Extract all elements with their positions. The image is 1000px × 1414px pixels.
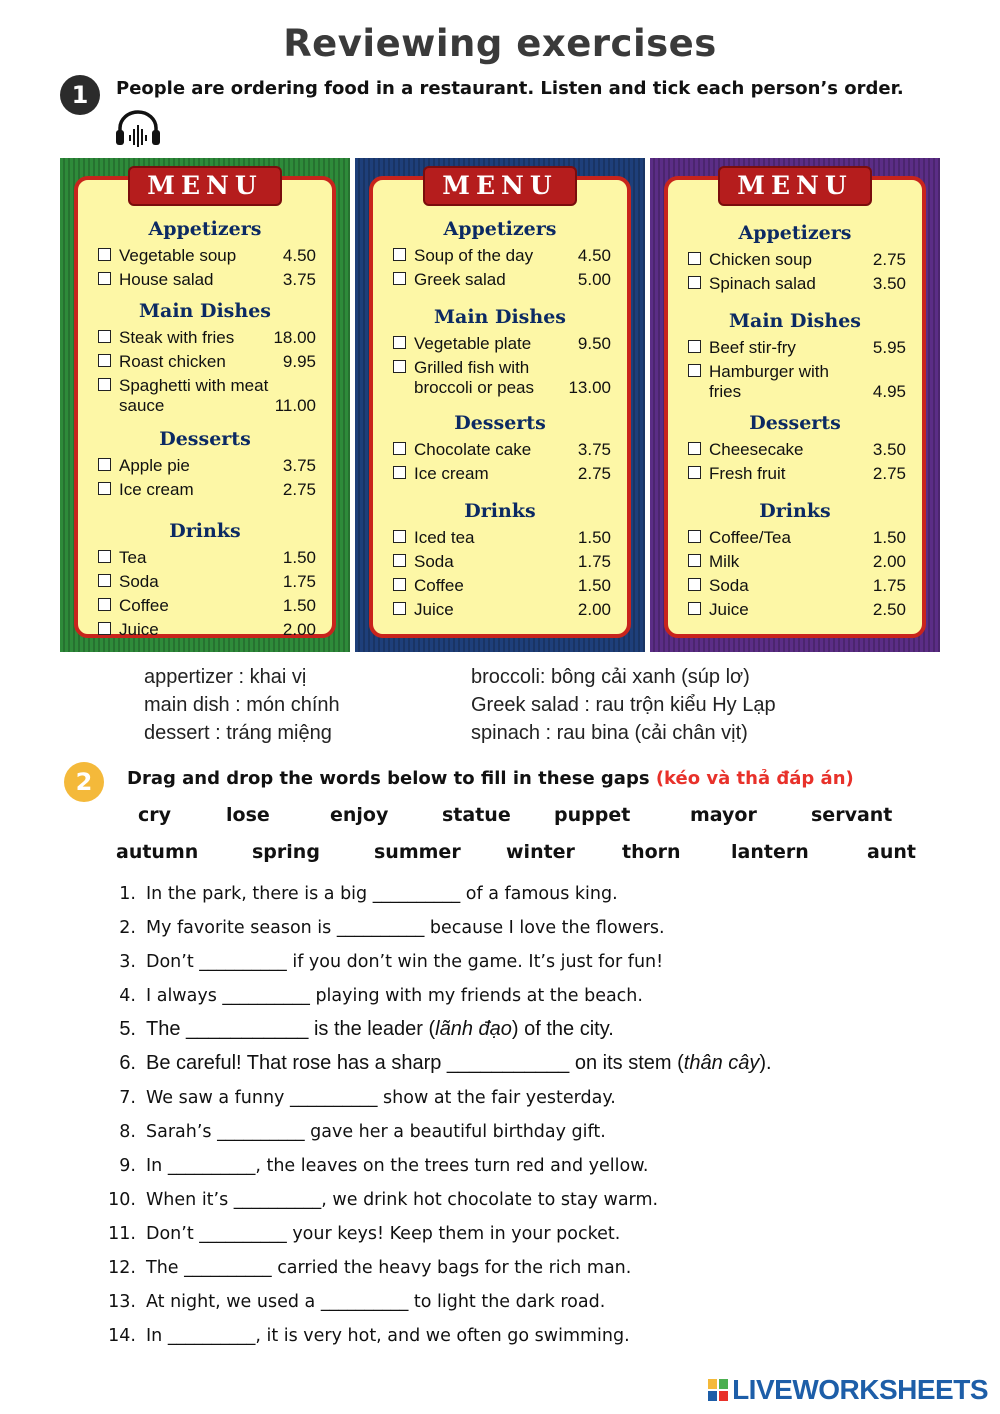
menu-1 <box>60 158 350 652</box>
menu-item-checkbox[interactable] <box>688 554 701 567</box>
menu-item-checkbox[interactable] <box>393 360 406 373</box>
menu-item-checkbox[interactable] <box>393 272 406 285</box>
question-number: 12. <box>108 1258 136 1278</box>
answer-gap[interactable]: __________ <box>320 1292 409 1312</box>
question-text: gave her a beautiful birthday gift. <box>304 1122 606 1142</box>
menu-item-checkbox[interactable] <box>688 578 701 591</box>
menu-item-price: 4.50 <box>282 246 316 265</box>
question-5 <box>100 1018 614 1041</box>
menu-section-main-dishes: Main Dishes <box>434 306 566 328</box>
menu-item-checkbox[interactable] <box>688 340 701 353</box>
question-text: playing with my friends at the beach. <box>309 986 643 1006</box>
menu-item-checkbox[interactable] <box>688 442 701 455</box>
question-9 <box>100 1156 648 1176</box>
menu-item-name: Spinach salad <box>709 274 816 293</box>
word-bank-enjoy[interactable]: enjoy <box>330 804 389 826</box>
answer-gap[interactable]: __________ <box>289 1088 378 1108</box>
question-text: I always <box>146 986 223 1006</box>
page-title: Reviewing exercises <box>283 22 717 65</box>
question-text: , the leaves on the trees turn red and yellow. <box>255 1156 649 1176</box>
word-bank-spring[interactable]: spring <box>252 841 320 863</box>
answer-gap[interactable]: __________ <box>372 884 461 904</box>
word-bank-thorn[interactable]: thorn <box>622 841 681 863</box>
question-text: show at the fair yesterday. <box>377 1088 616 1108</box>
menu-item-checkbox[interactable] <box>688 602 701 615</box>
word-bank-statue[interactable]: statue <box>442 804 511 826</box>
question-text: , we drink hot chocolate to stay warm. <box>321 1190 659 1210</box>
menu-item[interactable] <box>393 600 611 620</box>
word-bank-servant[interactable]: servant <box>811 804 893 826</box>
menu-item-price: 3.75 <box>577 440 611 459</box>
menu-item-name: Apple pie <box>119 456 190 475</box>
menu-item-price: 13.00 <box>568 378 611 397</box>
menu-item-name: Milk <box>709 552 740 571</box>
menu-item-price: 2.75 <box>282 480 316 499</box>
question-text: is the leader ( <box>308 1018 436 1040</box>
question-text: if you don’t win the game. It’s just for fun! <box>286 952 664 972</box>
menu-item-checkbox[interactable] <box>393 336 406 349</box>
menu-item-name: Roast chicken <box>119 352 226 371</box>
menu-section-desserts: Desserts <box>749 412 841 434</box>
answer-gap[interactable]: ___________ <box>186 1018 309 1040</box>
menu-item-checkbox[interactable] <box>98 482 111 495</box>
menu-card <box>369 171 631 638</box>
exercise-2-instruction-note: (kéo và thả đáp án) <box>655 768 854 789</box>
menu-item-name: Fresh fruit <box>709 464 786 483</box>
menu-item-price: 3.75 <box>282 456 316 475</box>
question-text: of a famous king. <box>460 884 618 904</box>
exercise-2-instruction-text: Drag and drop the words below to fill in these gaps <box>127 768 650 789</box>
liveworksheets-logo <box>708 1374 988 1406</box>
menu-section-main-dishes: Main Dishes <box>139 300 271 322</box>
question-text: Be careful! That rose has a sharp <box>146 1052 447 1074</box>
menu-item-price: 3.75 <box>282 270 316 289</box>
word-bank-autumn[interactable]: autumn <box>116 841 199 863</box>
menu-item-price: 3.50 <box>872 440 906 459</box>
question-number: 2. <box>119 918 136 938</box>
menu-item[interactable] <box>98 596 316 616</box>
question-10 <box>100 1190 658 1210</box>
answer-gap[interactable]: __________ <box>336 918 425 938</box>
question-text: Don’t <box>146 1224 200 1244</box>
menu-item-checkbox[interactable] <box>98 458 111 471</box>
menu-item-checkbox[interactable] <box>688 466 701 479</box>
menu-item-price: 1.75 <box>282 572 316 591</box>
menu-item-checkbox[interactable] <box>98 354 111 367</box>
menu-2 <box>355 158 645 652</box>
menu-item[interactable] <box>393 358 611 398</box>
question-12 <box>100 1258 631 1278</box>
menu-item[interactable] <box>688 600 906 620</box>
question-text: In the park, there is a big <box>146 884 373 904</box>
answer-gap[interactable]: __________ <box>199 952 287 972</box>
menu-item[interactable] <box>98 548 316 568</box>
menu-item[interactable] <box>393 552 611 572</box>
menu-banner: MENU <box>128 166 282 206</box>
question-4 <box>100 986 643 1006</box>
menu-item-name: Ice cream <box>414 464 489 483</box>
exercise-2-badge: 2 <box>64 762 104 802</box>
menu-item[interactable] <box>393 246 611 266</box>
answer-gap[interactable]: __________ <box>217 1122 305 1142</box>
menu-item-price: 2.75 <box>872 464 906 483</box>
menu-item[interactable] <box>688 576 906 596</box>
menu-item-price: 3.50 <box>872 274 906 293</box>
menu-item-name: Vegetable soup <box>119 246 237 265</box>
menu-item-checkbox[interactable] <box>393 442 406 455</box>
menu-item-name: Juice <box>709 600 749 619</box>
vocab-appetizer: appertizer : khai vị <box>144 666 307 688</box>
question-number: 3. <box>119 952 136 972</box>
question-text: Don’t <box>146 952 200 972</box>
menu-item[interactable] <box>688 338 906 358</box>
menu-item-checkbox[interactable] <box>393 602 406 615</box>
menu-section-drinks: Drinks <box>759 500 831 522</box>
menu-item-name: Iced tea <box>414 528 475 547</box>
question-number: 7. <box>119 1088 136 1108</box>
menu-item-name: Soda <box>414 552 454 571</box>
headphones-icon[interactable] <box>113 108 163 148</box>
word-bank-cry[interactable]: cry <box>138 804 172 826</box>
menu-item-checkbox[interactable] <box>688 364 701 377</box>
menu-item-price: 1.75 <box>577 552 611 571</box>
question-text: My favorite season is <box>146 918 337 938</box>
menu-section-main-dishes: Main Dishes <box>729 310 861 332</box>
question-text: At night, we used a <box>146 1292 321 1312</box>
menu-3 <box>650 158 940 652</box>
word-bank-winter[interactable]: winter <box>506 841 575 863</box>
question-text: We saw a funny <box>146 1088 290 1108</box>
question-text: ) of the city. <box>511 1018 614 1040</box>
exercise-1-badge: 1 <box>60 75 100 115</box>
menu-item[interactable] <box>98 352 316 372</box>
menu-section-drinks: Drinks <box>464 500 536 522</box>
menu-item[interactable] <box>688 362 906 402</box>
menu-item-name: Greek salad <box>414 270 506 289</box>
question-translation: thân cây <box>683 1052 760 1074</box>
question-1 <box>100 884 618 904</box>
question-13 <box>100 1292 605 1312</box>
menu-item[interactable] <box>393 464 611 484</box>
menu-item-name: Juice <box>119 620 159 639</box>
word-bank-mayor[interactable]: mayor <box>690 804 757 826</box>
menu-item[interactable] <box>688 440 906 460</box>
menu-item-price: 2.00 <box>577 600 611 619</box>
menu-section-appetizers: Appetizers <box>148 218 262 240</box>
menu-item-price: 2.00 <box>872 552 906 571</box>
menu-item-name: Chicken soup <box>709 250 813 269</box>
question-text: to light the dark road. <box>408 1292 606 1312</box>
vocab-greek-salad: Greek salad : rau trộn kiểu Hy Lạp <box>471 694 776 716</box>
question-translation: lãnh đạo <box>435 1018 512 1040</box>
word-bank-lantern[interactable]: lantern <box>731 841 809 863</box>
question-number: 11. <box>108 1224 136 1244</box>
menu-item[interactable] <box>98 376 316 416</box>
menu-item[interactable] <box>688 250 906 270</box>
menu-banner: MENU <box>423 166 577 206</box>
menu-item[interactable] <box>393 528 611 548</box>
question-text: carried the heavy bags for the rich man. <box>271 1258 632 1278</box>
menu-item-name: Ice cream <box>119 480 194 499</box>
question-text: In <box>146 1326 168 1346</box>
question-text: The <box>146 1258 185 1278</box>
menu-item[interactable] <box>98 246 316 266</box>
menu-item-checkbox[interactable] <box>98 330 111 343</box>
answer-gap[interactable]: __________ <box>222 986 310 1006</box>
menu-item-name: Tea <box>119 548 147 567</box>
menu-item-price: 5.95 <box>872 338 906 357</box>
menu-item-checkbox[interactable] <box>393 578 406 591</box>
logo-text: LIVEWORKSHEETS <box>732 1374 988 1405</box>
question-number: 8. <box>119 1122 136 1142</box>
menu-item-checkbox[interactable] <box>393 248 406 261</box>
menu-item-price: 1.50 <box>282 548 316 567</box>
menu-item-checkbox[interactable] <box>98 574 111 587</box>
question-11 <box>100 1224 620 1244</box>
word-bank-lose[interactable]: lose <box>226 804 270 826</box>
menu-item-price: 2.75 <box>872 250 906 269</box>
menu-item-name: Hamburger with fries <box>709 362 829 401</box>
menu-item[interactable] <box>688 552 906 572</box>
question-number: 14. <box>108 1326 136 1346</box>
word-bank-aunt[interactable]: aunt <box>867 841 916 863</box>
menu-item-name: House salad <box>119 270 214 289</box>
menu-item[interactable] <box>98 572 316 592</box>
question-number: 6. <box>119 1052 136 1074</box>
menu-item-price: 1.50 <box>577 528 611 547</box>
menu-item[interactable] <box>98 480 316 500</box>
question-text: because I love the flowers. <box>424 918 665 938</box>
word-bank-puppet[interactable]: puppet <box>554 804 631 826</box>
menu-item-price: 9.95 <box>282 352 316 371</box>
question-2 <box>100 918 665 938</box>
answer-gap[interactable]: __________ <box>167 1326 256 1346</box>
question-text: The <box>146 1018 187 1040</box>
menu-item[interactable] <box>98 328 316 348</box>
menu-section-desserts: Desserts <box>454 412 546 434</box>
menu-card <box>74 171 336 639</box>
menu-item-price: 1.75 <box>872 576 906 595</box>
answer-gap[interactable]: ___________ <box>446 1052 570 1074</box>
question-text: Sarah’s <box>146 1122 218 1142</box>
menu-item[interactable] <box>688 528 906 548</box>
question-number: 5. <box>119 1018 136 1040</box>
menu-item-name: Coffee/Tea <box>709 528 791 547</box>
menu-item[interactable] <box>98 270 316 290</box>
menu-item-checkbox[interactable] <box>98 622 111 635</box>
question-text: In <box>146 1156 168 1176</box>
menu-section-appetizers: Appetizers <box>738 222 852 244</box>
menu-item-checkbox[interactable] <box>98 248 111 261</box>
menu-item-price: 18.00 <box>273 328 316 347</box>
question-8 <box>100 1122 606 1142</box>
menu-item-price: 2.00 <box>282 620 316 639</box>
menu-item-price: 2.50 <box>872 600 906 619</box>
vocab-broccoli: broccoli: bông cải xanh (súp lơ) <box>471 666 750 688</box>
question-text: ). <box>759 1052 772 1074</box>
vocab-main-dish: main dish : món chính <box>144 694 340 716</box>
question-7 <box>100 1088 616 1108</box>
menu-item-price: 11.00 <box>274 396 316 415</box>
question-3 <box>100 952 663 972</box>
menu-item[interactable] <box>688 274 906 294</box>
menu-item-name: Juice <box>414 600 454 619</box>
answer-gap[interactable]: __________ <box>167 1156 256 1176</box>
menu-item-name: Soda <box>119 572 159 591</box>
menu-item-name: Grilled fish with broccoli or peas <box>414 358 535 397</box>
menu-item-price: 1.50 <box>282 596 316 615</box>
menu-item-checkbox[interactable] <box>393 466 406 479</box>
question-number: 9. <box>119 1156 136 1176</box>
vocab-dessert: dessert : tráng miệng <box>144 722 332 744</box>
question-text: on its stem ( <box>569 1052 684 1074</box>
vocab-spinach: spinach : rau bina (cải chân vịt) <box>471 722 748 744</box>
menu-item[interactable] <box>98 620 316 640</box>
menu-item[interactable] <box>98 456 316 476</box>
menu-item-price: 5.00 <box>577 270 611 289</box>
menu-item[interactable] <box>393 576 611 596</box>
answer-gap[interactable]: __________ <box>233 1190 322 1210</box>
menu-item-name: Steak with fries <box>119 328 235 347</box>
question-text: When it’s <box>146 1190 234 1210</box>
answer-gap[interactable]: __________ <box>199 1224 287 1244</box>
exercise-2-instruction <box>127 768 854 789</box>
question-text: your keys! Keep them in your pocket. <box>286 1224 621 1244</box>
menu-item[interactable] <box>393 334 611 354</box>
menu-item-price: 2.75 <box>577 464 611 483</box>
question-14 <box>100 1326 630 1346</box>
menu-section-desserts: Desserts <box>159 428 251 450</box>
menu-card <box>664 171 926 638</box>
menu-section-appetizers: Appetizers <box>443 218 557 240</box>
question-6 <box>100 1052 772 1075</box>
question-text: , it is very hot, and we often go swimming. <box>255 1326 630 1346</box>
menu-item-checkbox[interactable] <box>393 554 406 567</box>
menu-item-checkbox[interactable] <box>688 276 701 289</box>
menu-item-name: Spaghetti with meat sauce <box>119 376 269 415</box>
menu-section-drinks: Drinks <box>169 520 241 542</box>
menu-item-name: Coffee <box>414 576 464 595</box>
menu-item-name: Soup of the day <box>414 246 534 265</box>
menu-banner: MENU <box>718 166 872 206</box>
menu-item-price: 1.50 <box>577 576 611 595</box>
menu-item-checkbox[interactable] <box>98 550 111 563</box>
menu-item-price: 4.50 <box>577 246 611 265</box>
menu-item-checkbox[interactable] <box>98 378 111 391</box>
menu-item[interactable] <box>688 464 906 484</box>
menu-item[interactable] <box>393 270 611 290</box>
menu-item-price: 4.95 <box>872 382 906 401</box>
menu-item-name: Vegetable plate <box>414 334 532 353</box>
menu-item-checkbox[interactable] <box>688 530 701 543</box>
menu-item-price: 9.50 <box>577 334 611 353</box>
menu-item[interactable] <box>393 440 611 460</box>
question-number: 13. <box>108 1292 136 1312</box>
logo-icon <box>708 1379 728 1401</box>
question-number: 1. <box>119 884 136 904</box>
menu-item-price: 1.50 <box>872 528 906 547</box>
menu-item-name: Soda <box>709 576 749 595</box>
question-number: 4. <box>119 986 136 1006</box>
menu-item-checkbox[interactable] <box>98 272 111 285</box>
menu-item-name: Cheesecake <box>709 440 804 459</box>
question-number: 10. <box>108 1190 136 1210</box>
menu-item-checkbox[interactable] <box>393 530 406 543</box>
answer-gap[interactable]: __________ <box>184 1258 272 1278</box>
menu-item-name: Chocolate cake <box>414 440 532 459</box>
menu-item-checkbox[interactable] <box>98 598 111 611</box>
menu-item-name: Beef stir-fry <box>709 338 796 357</box>
word-bank-summer[interactable]: summer <box>374 841 461 863</box>
menu-item-name: Coffee <box>119 596 169 615</box>
exercise-1-instruction: People are ordering food in a restaurant. Listen and tick each person’s order. <box>116 78 904 99</box>
menu-item-checkbox[interactable] <box>688 252 701 265</box>
